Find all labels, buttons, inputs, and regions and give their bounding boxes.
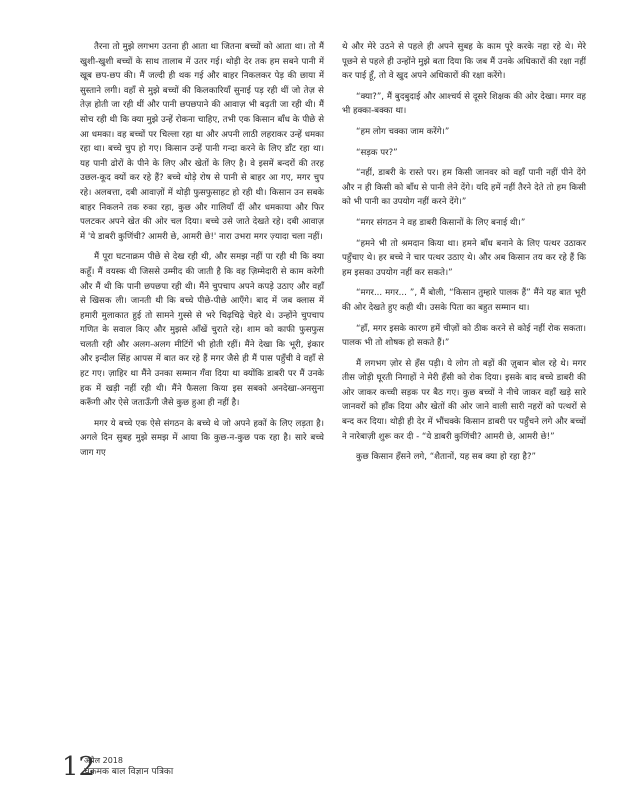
paragraph: “हमने भी तो श्रमदान किया था। हमने बाँध बनाने के लिए पत्थर उठाकर पहुँचाए थे। हर बच्चे ने चार पत्थर उठाए थे। और अब किसान तय कर रहे हैं कि हम इसका उपयोग नहीं कर सकते।” xyxy=(342,238,586,278)
paragraph: “क्या?”, मैं बुदबुदाई और आश्चर्य से दूसरे शिक्षक की ओर देखा। मगर वह भी हक्का-बक्का था। xyxy=(342,91,586,117)
paragraph: “मगर... मगर... ”, मैं बोली, “किसान तुम्हारे पालक हैं” मैंने यह बात भूरी की ओर देखते हुए कही थी। उसके पिता का बहुत सम्मान था। xyxy=(342,288,586,313)
paragraph: तैरना तो मुझे लगभग उतना ही आता था जितना बच्चों को आता था। तो मैं खुशी-खुशी बच्चों के साथ तालाब में उतर गई। थोड़ी देर तक हम सबने पानी में खूब छप-छप की। मैं जल्दी ही थक गई और बाहर निकलकर पेड़ की छाया में सुस्ताने लगी। वहाँ से मुझे बच्चों की किलकारियाँ सुनाई पड़ रही थीं जो तेज़ से तेज़ होती जा रही थीं और पानी छपछपाने की आवाज़ भी बढ़ती जा रही थी। मैं सोच रही थी कि क्या मुझे उन्हें रोकना चाहिए, तभी एक किसान बाँध के पीछे से आ धमका। वह बच्चों पर चिल्ला रहा था और अपनी लाठी लहराकर उन्हें धमका रहा था। बच्चे चुप हो गए। किसान उन्हें पानी गन्दा करने के लिए डाँट रहा था। यह पानी ढोरों के पीने के लिए और खेतों के लिए है। वे इसमें बन्दरों की तरह उछल-कूद क्यों कर रहे हैं? बच्चे थोड़े रोष से पानी से बाहर आ गए, मगर चुप रहे। अलबत्ता, दबी आवाज़ों में थोड़ी फुसफुसाहट हो रही थी। किसान उन सबके बाहर निकलने तक रुका रहा, कुछ और गालियाँ दीं और धमकाया और फिर पलटकर अपने खेत की ओर चल दिया। बच्चे उसे जाते देखते रहे। दबी आवाज़ में 'ये डाबरी कुणिंची? आमरी छे, आमरी छे!' नारा उभरा मगर ज़्यादा चला नहीं। xyxy=(80,42,324,242)
paragraph: मैं पूरा घटनाक्रम पीछे से देख रही थी, और समझ नहीं पा रही थी कि क्या कहूँ। मैं वयस्क थी जिससे उम्मीद की जाती है कि वह ज़िम्मेदारी से काम करेगी और मैं थी कि पानी छपछपा रही थी। मैंने चुपचाप अपने कपड़े उठाए और वहाँ से खिसक ली। जानती थी कि बच्चे पीछे-पीछे आएँगे। बाद में जब क्लास में हमारी मुलाकात हुई तो सामने गुस्से से भरे चिढ़चिढ़े चेहरे थे। उन्होंने चुपचाप गणित के सवाल किए और मुझसे आँखें चुराते रहे। शाम को काफी फुसफुस चलती रही और अलग-अलग मीटिंगें भी होती रहीं। मैंने देखा कि भूरी, इंकार और इन्दील सिंह आपस में बात कर रहे हैं मगर जैसे ही मैं पास पहुँची वे वहाँ से हट गए। ज़ाहिर था मैंने उनका सम्मान गँवा दिया था क्योंकि डाबरी पर मैं उनके हक में खड़ी नहीं रही थी। मैंने फैसला किया इस सबको अनदेखा-अनसुना करूँगी और ऐसे जताऊँगी जैसे कुछ हुआ ही नहीं है। xyxy=(80,252,324,409)
paragraph: “नहीं, डाबरी के रास्ते पर। हम किसी जानवर को वहाँ पानी नहीं पीने देंगे और न ही किसी को बाँध से पानी लेने देंगे। यदि हमें नहीं तैरने देते तो हम किसी को भी पानी का उपयोग नहीं करने देंगे।” xyxy=(342,168,586,208)
paragraph: कुछ किसान हँसने लगे, “शैतानों, यह सब क्या हो रहा है?” xyxy=(356,452,536,463)
right-text-column xyxy=(342,40,586,471)
paragraph: थे और मेरे उठने से पहले ही अपने सुबह के काम पूरे करके नहा रहे थे। मेरे पूछने से पहले ही उन्होंने मुझे बता दिया कि जब मैं उनके अधिकारों की रक्षा नहीं कर पाई हूँ, तो वे खुद अपने अधिकारों की रक्षा करेंगे। xyxy=(342,42,586,82)
paragraph: “हम लोग चक्का जाम करेंगे।” xyxy=(356,126,450,137)
paragraph: “हाँ, मगर इसके कारण हमें चीज़ों को ठीक करने से कोई नहीं रोक सकता। पालक भी तो शोषक हो सकते हैं।” xyxy=(342,323,586,349)
magazine-name: चकमक बाल विज्ञान पत्रिका xyxy=(84,767,174,777)
paragraph: मगर ये बच्चे एक ऐसे संगठन के बच्चे थे जो अपने हकों के लिए लड़ता है। अगले दिन सुबह मुझे समझ में आया कि कुछ-न-कुछ पक रहा है। सारे बच्चे जाग गए xyxy=(80,418,324,459)
issue-date: अप्रैल 2018 xyxy=(84,756,123,765)
paragraph: मैं लगभग ज़ोर से हँस पड़ी। ये लोग तो बड़ों की ज़ुबान बोल रहे थे। मगर तीस जोड़ी घूरती निगाहों ने मेरी हँसी को रोक दिया। इसके बाद बच्चे डाबरी की ओर जाकर कच्ची सड़क पर बैठ गए। कुछ बच्चों ने नीचे जाकर वहाँ खड़े सारे जानवरों को हाँक दिया और खेतों की ओर जाने वाली सारी नहरों को पत्थरों से बन्द कर दिया। थोड़ी ही देर में भौंचक्के किसान डाबरी पर पहुँचने लगे और बच्चों ने नारेबाज़ी शुरू कर दी - “ये डाबरी कुणिंची? आमरी छे, आमरी छे!” xyxy=(342,358,586,442)
page-number: 12 xyxy=(62,752,96,782)
paragraph: “मगर संगठन ने वह डाबरी किसानों के लिए बनाई थी।” xyxy=(356,217,526,228)
left-text-column xyxy=(80,40,324,467)
paragraph: “सड़क पर?” xyxy=(356,147,398,158)
